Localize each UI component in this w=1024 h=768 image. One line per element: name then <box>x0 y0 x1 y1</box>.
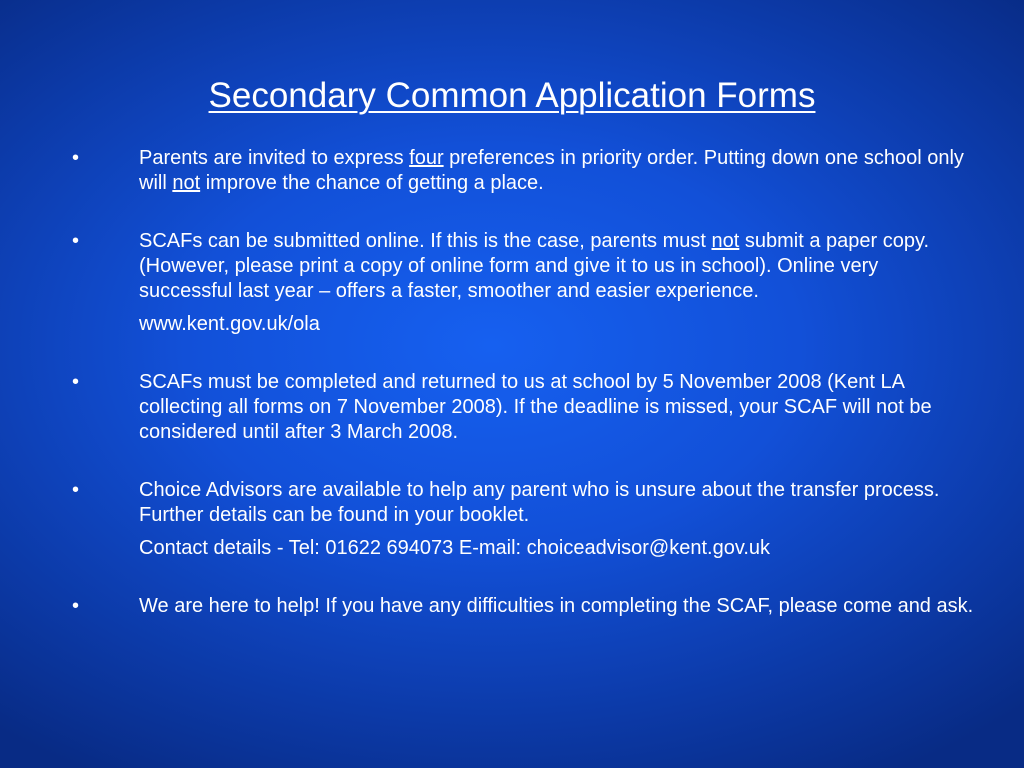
item-text: improve the chance of getting a place. <box>200 172 544 194</box>
emphasis-four: four <box>409 147 444 169</box>
bullet-item-choice-advisors <box>0 478 1024 528</box>
bullet-icon: • <box>72 479 80 501</box>
slide-title: Secondary Common Application Forms <box>208 76 816 115</box>
bullet-item-preferences <box>0 146 1024 196</box>
bullet-icon: • <box>72 230 80 252</box>
bullet-item-help <box>0 594 1024 619</box>
item-text: submit a paper copy. (However, please print a copy of online form and give it to us in school). Online very successful last year – offers a faster, smoother and easier experience. <box>139 230 930 302</box>
item-text: preferences in priority order. Putting down one school only will <box>139 147 964 194</box>
bullet-item-deadline <box>0 370 1024 445</box>
emphasis-not: not <box>172 172 201 194</box>
item-text: SCAFs must be completed and returned to us at school by 5 November 2008 (Kent LA collecting all forms on 7 November 2008). If the deadline is missed, your SCAF will not be considered until after 3 March 2008. <box>139 371 932 443</box>
item-text: Parents are invited to express <box>139 147 410 169</box>
emphasis-not: not <box>711 230 740 252</box>
item-text: We are here to help! If you have any difficulties in completing the SCAF, please come and ask. <box>139 595 974 617</box>
item-text: SCAFs can be submitted online. If this is the case, parents must <box>139 230 712 252</box>
bullet-icon: • <box>72 371 80 393</box>
bullet-list <box>0 146 1024 619</box>
contact-details: Contact details - Tel: 01622 694073 E-mail: choiceadvisor@kent.gov.uk <box>139 537 771 559</box>
item-text: Choice Advisors are available to help any parent who is unsure about the transfer process. Further details can be found in your booklet. <box>139 479 940 526</box>
bullet-item-online <box>0 229 1024 304</box>
online-application-link[interactable]: www.kent.gov.uk/ola <box>139 313 320 335</box>
bullet-icon: • <box>72 147 80 169</box>
bullet-icon: • <box>72 595 80 617</box>
